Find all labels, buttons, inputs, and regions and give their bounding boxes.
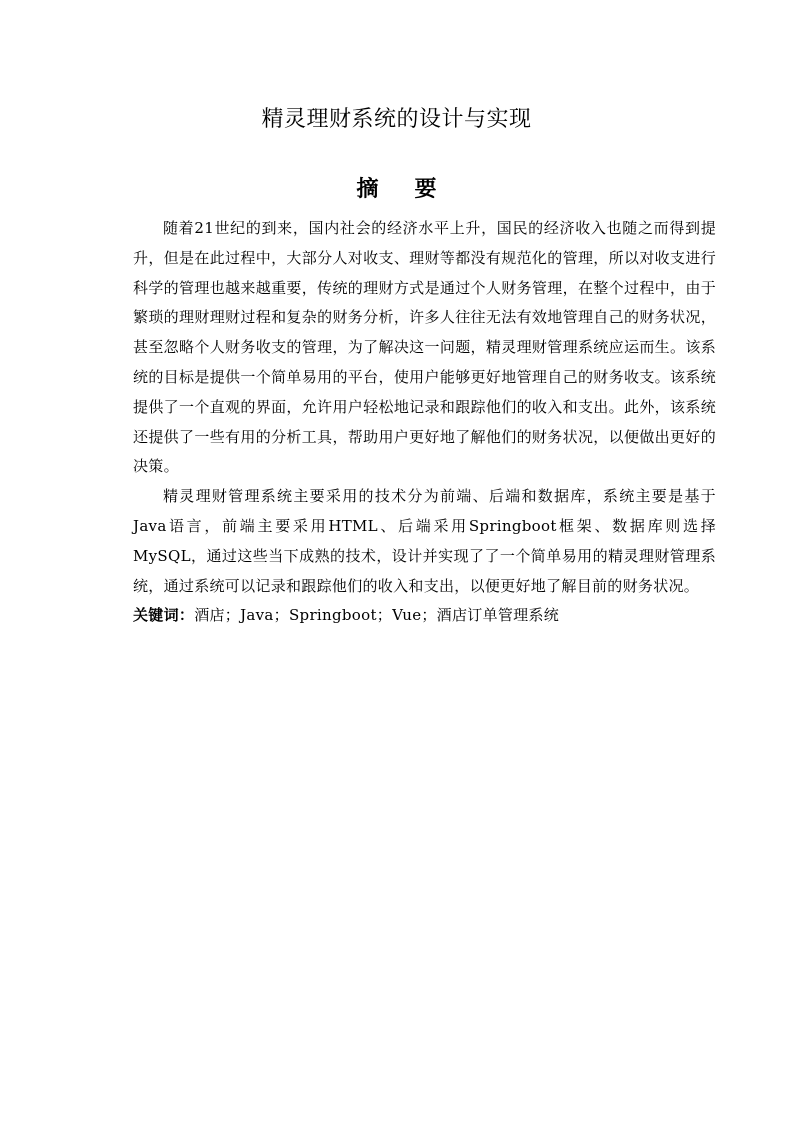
keywords-line — [133, 601, 716, 631]
keywords-label: 关键词： — [133, 606, 195, 625]
abstract-heading: 摘要 — [356, 177, 473, 202]
abstract-body — [133, 214, 716, 631]
abstract-paragraph-2: 精灵理财管理系统主要采用的技术分为前端、后端和数据库，系统主要是基于Java语言，前端主要采用HTML、后端采用Springboot框架、数据库则选择MySQL，通过这些当下成熟的技术，设计并实现了了一个简单易用的精灵理财管理系统，通过系统可以记录和跟踪他们的收入和支出，以便更好地了解目前的财务状况。 — [133, 487, 716, 595]
abstract-paragraph-1: 随着21世纪的到来，国内社会的经济水平上升，国民的经济收入也随之而得到提升，但是在此过程中，大部分人对收支、理财等都没有规范化的管理，所以对收支进行科学的管理也越来越重要，传统的理财方式是通过个人财务管理，在整个过程中，由于繁琐的理财理财过程和复杂的财务分析，许多人往往无法有效地管理自己的财务状况，甚至忽略个人财务收支的管理，为了解决这一问题，精灵理财管理系统应运而生。该系统的目标是提供一个简单易用的平台，使用户能够更好地管理自己的财务收支。该系统提供了一个直观的界面，允许用户轻松地记录和跟踪他们的收入和支出。此外，该系统还提供了一些有用的分析工具，帮助用户更好地了解他们的财务状况，以便做出更好的决策。 — [133, 219, 716, 476]
document-title: 精灵理财系统的设计与实现 — [261, 107, 532, 132]
keywords-values: 酒店；Java；Springboot；Vue；酒店订单管理系统 — [194, 606, 560, 625]
